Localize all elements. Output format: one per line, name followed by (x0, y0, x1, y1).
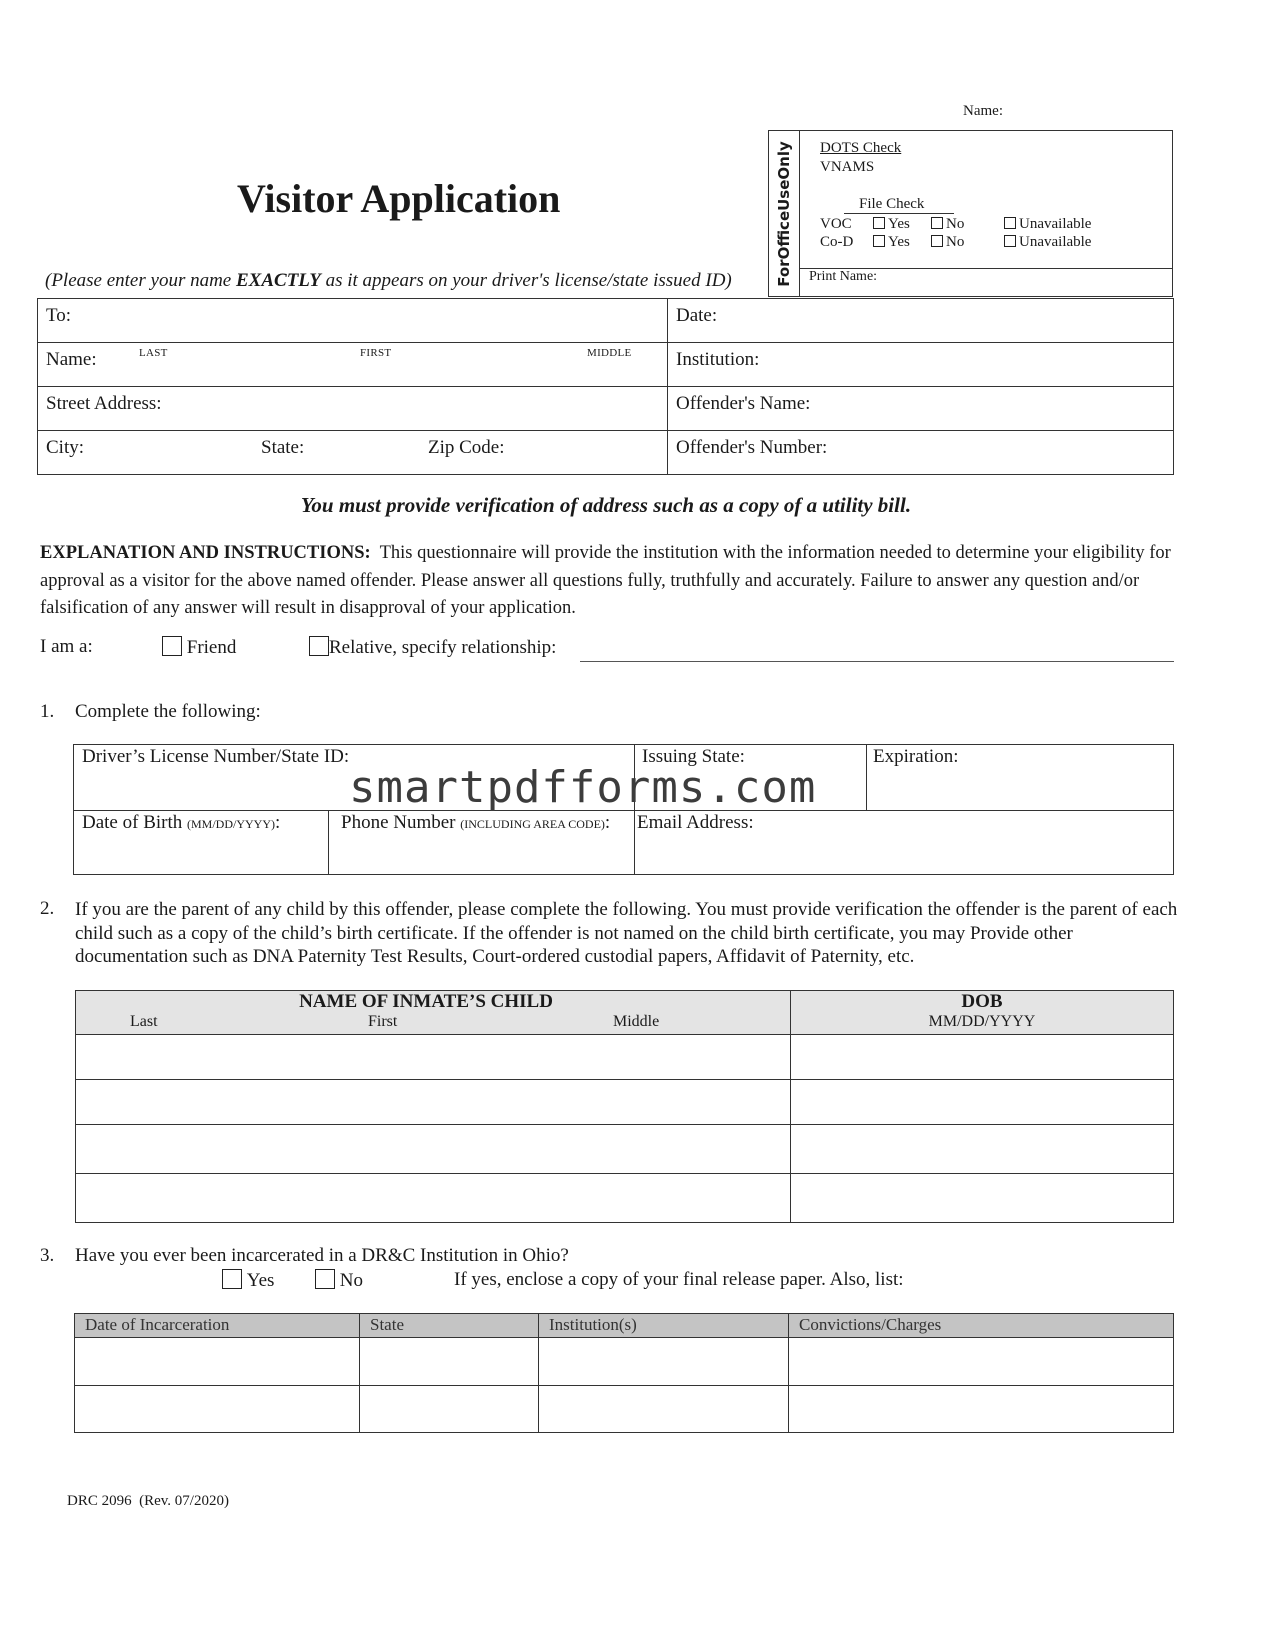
to-field[interactable]: To: (38, 299, 668, 343)
q3-no-checkbox[interactable] (315, 1269, 335, 1289)
child-name-cell[interactable] (76, 1035, 791, 1080)
q1-number: 1. (40, 701, 55, 722)
name-field[interactable]: Name: LAST FIRST MIDDLE (38, 343, 668, 387)
street-address-field[interactable]: Street Address: (38, 387, 668, 431)
offender-name-field[interactable]: Offender's Name: (668, 387, 1174, 431)
q1-table (73, 744, 1174, 875)
voc-row: VOC Yes No Unavailable (820, 216, 1092, 232)
drivers-license-field[interactable]: Driver’s License Number/State ID: (82, 746, 350, 767)
watermark: smartpdfforms.com (349, 762, 817, 813)
child-dob-cell[interactable] (791, 1035, 1174, 1080)
cod-yes-checkbox[interactable]: Yes (873, 234, 910, 251)
header-date-of-incarceration: Date of Incarceration (75, 1314, 360, 1338)
city-state-zip-field[interactable]: City: State: Zip Code: (38, 431, 668, 475)
child-dob-cell[interactable] (791, 1174, 1174, 1223)
incarceration-table (74, 1313, 1174, 1433)
header-convictions-charges: Convictions/Charges (789, 1314, 1174, 1338)
incarceration-state-cell[interactable] (360, 1338, 539, 1386)
office-name-label: Name: (963, 103, 1003, 119)
incarceration-state-cell[interactable] (360, 1386, 539, 1433)
q1-text: Complete the following: (75, 701, 261, 722)
cod-row: Co-D Yes No Unavailable (820, 234, 1092, 250)
instructions-paragraph: EXPLANATION AND INSTRUCTIONS: This questionnaire will provide the institution with the information needed to determine your eligibility for approval as a visitor for the above named offender. Please answer all questions fully, truthfully and accurately. Failure to answer any question and/or falsification of any answer will result in disapproval of your application. (40, 543, 1171, 618)
q3-text: Have you ever been incarcerated in a DR&C Institution in Ohio? (75, 1245, 569, 1266)
table-row (76, 1125, 1174, 1174)
children-table (75, 990, 1174, 1223)
voc-unavailable-checkbox[interactable]: Unavailable (1004, 216, 1091, 233)
child-name-cell[interactable] (76, 1080, 791, 1125)
address-verification-note: You must provide verification of address such as a copy of a utility bill. (300, 493, 912, 517)
issuing-state-field[interactable]: Issuing State: (642, 746, 745, 767)
page-title: Visitor Application (237, 176, 561, 221)
phone-field[interactable]: Phone Number (INCLUDING AREA CODE): (341, 812, 611, 833)
institution-field[interactable]: Institution: (668, 343, 1174, 387)
relative-checkbox[interactable] (309, 636, 329, 656)
q3-yes-option[interactable]: Yes (222, 1269, 274, 1292)
table-row (76, 1080, 1174, 1125)
child-name-cell[interactable] (76, 1174, 791, 1223)
friend-option[interactable]: Friend (162, 636, 236, 659)
q2-number: 2. (40, 898, 55, 919)
child-dob-cell[interactable] (791, 1080, 1174, 1125)
child-dob-header: DOB MM/DD/YYYY (791, 991, 1174, 1035)
child-dob-cell[interactable] (791, 1125, 1174, 1174)
applicant-info-table (37, 298, 1174, 475)
form-footer: DRC 2096 (Rev. 07/2020) (67, 1493, 229, 1509)
q2-text: If you are the parent of any child by this offender, please complete the following. You must provide verification the offender is the parent of each child such as a copy of the child’s birth certificate. If the offender is not named on the child birth certificate, you may Provide other documentation such as DNA Paternity Test Results, Court-ordered custodial papers, Affidavit of Paternity, etc. (75, 899, 1178, 967)
office-vertical-title: ForOfficeUseOnly (775, 141, 793, 287)
voc-no-checkbox[interactable]: No (931, 216, 964, 233)
voc-yes-checkbox[interactable]: Yes (873, 216, 910, 233)
header-state: State (360, 1314, 539, 1338)
print-name-label[interactable]: Print Name: (809, 269, 878, 284)
incarceration-date-cell[interactable] (75, 1386, 360, 1433)
incarceration-charges-cell[interactable] (789, 1386, 1174, 1433)
table-row (75, 1338, 1174, 1386)
expiration-field[interactable]: Expiration: (873, 746, 959, 767)
relative-option[interactable]: Relative, specify relationship: (309, 636, 556, 659)
q3-yes-checkbox[interactable] (222, 1269, 242, 1289)
friend-checkbox[interactable] (162, 636, 182, 656)
email-field[interactable]: Email Address: (637, 812, 754, 833)
incarceration-institution-cell[interactable] (539, 1386, 789, 1433)
relationship-line[interactable] (580, 661, 1174, 662)
table-row (76, 1035, 1174, 1080)
office-use-box (768, 130, 1173, 297)
header-institutions: Institution(s) (539, 1314, 789, 1338)
name-instruction-note: (Please enter your name EXACTLY as it appears on your driver's license/state issued ID) (45, 270, 732, 291)
child-name-cell[interactable] (76, 1125, 791, 1174)
cod-no-checkbox[interactable]: No (931, 234, 964, 251)
table-row (76, 1174, 1174, 1223)
vnams-label: VNAMS (820, 159, 875, 175)
offender-number-field[interactable]: Offender's Number: (668, 431, 1174, 475)
date-field[interactable]: Date: (668, 299, 1174, 343)
incarceration-charges-cell[interactable] (789, 1338, 1174, 1386)
incarceration-institution-cell[interactable] (539, 1338, 789, 1386)
dob-field[interactable]: Date of Birth (MM/DD/YYYY): (82, 812, 281, 833)
incarceration-date-cell[interactable] (75, 1338, 360, 1386)
file-check-label: File Check (844, 196, 954, 214)
cod-unavailable-checkbox[interactable]: Unavailable (1004, 234, 1091, 251)
child-name-header: NAME OF INMATE’S CHILD Last First Middle (76, 991, 791, 1035)
dots-check-label: DOTS Check (820, 140, 902, 156)
iam-label: I am a: (40, 636, 93, 657)
q3-no-option[interactable]: No (315, 1269, 363, 1292)
q3-number: 3. (40, 1245, 55, 1266)
table-row (75, 1386, 1174, 1433)
q3-note: If yes, enclose a copy of your final release paper. Also, list: (454, 1269, 904, 1290)
